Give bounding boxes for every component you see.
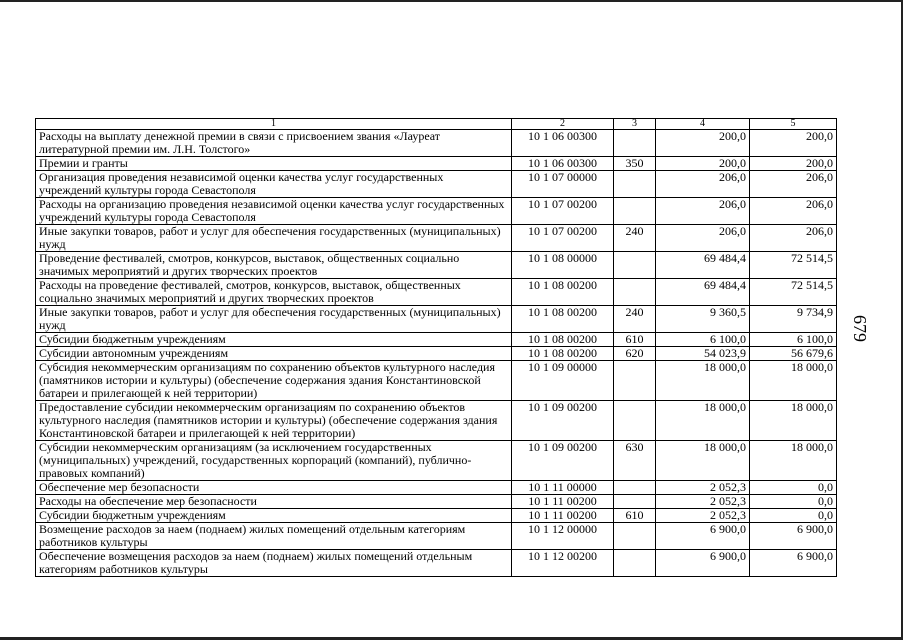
table-row [36, 481, 837, 495]
header-col-3: 3 [614, 119, 656, 130]
row-code: 10 1 06 00300 [512, 157, 614, 171]
row-type [614, 130, 656, 157]
table-row [36, 347, 837, 361]
row-value-col4: 206,0 [656, 171, 750, 198]
row-code: 10 1 11 00000 [512, 481, 614, 495]
header-col-4: 4 [656, 119, 750, 130]
row-type [614, 495, 656, 509]
row-value-col5: 6 100,0 [750, 333, 837, 347]
table-row [36, 171, 837, 198]
row-name: Обеспечение мер безопасности [36, 481, 512, 495]
table-row [36, 306, 837, 333]
row-value-col4: 9 360,5 [656, 306, 750, 333]
row-value-col4: 206,0 [656, 225, 750, 252]
row-type: 630 [614, 441, 656, 481]
row-type: 240 [614, 306, 656, 333]
row-type [614, 523, 656, 550]
row-type: 240 [614, 225, 656, 252]
table-row [36, 523, 837, 550]
row-type [614, 550, 656, 577]
header-row [36, 119, 837, 130]
row-value-col4: 2 052,3 [656, 509, 750, 523]
table-row [36, 157, 837, 171]
table-row [36, 252, 837, 279]
row-value-col4: 206,0 [656, 198, 750, 225]
row-type: 350 [614, 157, 656, 171]
table-row [36, 225, 837, 252]
row-value-col4: 6 900,0 [656, 550, 750, 577]
row-name: Субсидии бюджетным учреждениям [36, 333, 512, 347]
row-value-col5: 18 000,0 [750, 361, 837, 401]
row-code: 10 1 07 00200 [512, 225, 614, 252]
row-value-col4: 200,0 [656, 157, 750, 171]
row-code: 10 1 09 00200 [512, 441, 614, 481]
row-code: 10 1 08 00200 [512, 347, 614, 361]
row-code: 10 1 06 00300 [512, 130, 614, 157]
row-value-col4: 18 000,0 [656, 441, 750, 481]
row-name: Обеспечение возмещения расходов за наем (поднаем) жилых помещений отдельным категориям работников культуры [36, 550, 512, 577]
row-value-col5: 200,0 [750, 157, 837, 171]
header-col-1: 1 [36, 119, 512, 130]
row-name: Расходы на выплату денежной премии в связи с присвоением звания «Лауреат литературной премии им. Л.Н. Толстого» [36, 130, 512, 157]
row-value-col4: 2 052,3 [656, 481, 750, 495]
row-value-col5: 0,0 [750, 509, 837, 523]
row-name: Организация проведения независимой оценки качества услуг государственных учреждений культуры города Севастополя [36, 171, 512, 198]
header-col-5: 5 [750, 119, 837, 130]
table-row [36, 279, 837, 306]
header-col-2: 2 [512, 119, 614, 130]
row-type: 610 [614, 509, 656, 523]
row-code: 10 1 08 00200 [512, 279, 614, 306]
row-type: 620 [614, 347, 656, 361]
row-code: 10 1 08 00000 [512, 252, 614, 279]
page-number: 679 [850, 315, 870, 342]
table-row [36, 130, 837, 157]
row-value-col5: 0,0 [750, 495, 837, 509]
row-value-col4: 18 000,0 [656, 401, 750, 441]
row-value-col5: 6 900,0 [750, 523, 837, 550]
row-value-col5: 0,0 [750, 481, 837, 495]
row-type [614, 171, 656, 198]
row-code: 10 1 11 00200 [512, 495, 614, 509]
row-type [614, 252, 656, 279]
row-name: Субсидии некоммерческим организациям (за исключением государственных (муниципальных) учреждений, государственных корпораций (компаний), публично-правовых компаний) [36, 441, 512, 481]
row-name: Проведение фестивалей, смотров, конкурсов, выставок, общественных социально значимых мероприятий и других творческих проектов [36, 252, 512, 279]
row-code: 10 1 11 00200 [512, 509, 614, 523]
table-body [36, 130, 837, 577]
row-value-col4: 6 100,0 [656, 333, 750, 347]
row-name: Субсидия некоммерческим организациям по сохранению объектов культурного наследия (памятников истории и культуры) (обеспечение содержания здания Константиновской батареи и прилегающей к ней территории) [36, 361, 512, 401]
row-name: Предоставление субсидии некоммерческим организациям по сохранению объектов культурного наследия (памятников истории и культуры) (обеспечение содержания здания Константиновской батареи и прилегающей к ней территории) [36, 401, 512, 441]
row-type: 610 [614, 333, 656, 347]
row-code: 10 1 07 00000 [512, 171, 614, 198]
row-name: Расходы на организацию проведения независимой оценки качества услуг государственных учреждений культуры города Севастополя [36, 198, 512, 225]
table-row [36, 509, 837, 523]
row-name: Иные закупки товаров, работ и услуг для обеспечения государственных (муниципальных) нужд [36, 306, 512, 333]
row-value-col5: 206,0 [750, 198, 837, 225]
row-value-col4: 69 484,4 [656, 252, 750, 279]
row-code: 10 1 08 00200 [512, 306, 614, 333]
row-value-col5: 56 679,6 [750, 347, 837, 361]
row-code: 10 1 12 00000 [512, 523, 614, 550]
row-code: 10 1 07 00200 [512, 198, 614, 225]
row-type [614, 401, 656, 441]
row-type [614, 481, 656, 495]
row-value-col4: 18 000,0 [656, 361, 750, 401]
row-name: Субсидии бюджетным учреждениям [36, 509, 512, 523]
row-value-col5: 18 000,0 [750, 441, 837, 481]
row-name: Возмещение расходов за наем (поднаем) жилых помещений отдельным категориям работников культуры [36, 523, 512, 550]
row-value-col5: 206,0 [750, 225, 837, 252]
scan-edge-top [0, 0, 903, 2]
row-value-col5: 206,0 [750, 171, 837, 198]
row-name: Субсидии автономным учреждениям [36, 347, 512, 361]
row-value-col5: 9 734,9 [750, 306, 837, 333]
row-name: Расходы на обеспечение мер безопасности [36, 495, 512, 509]
table-row [36, 550, 837, 577]
table-row [36, 401, 837, 441]
row-value-col5: 72 514,5 [750, 252, 837, 279]
row-value-col4: 2 052,3 [656, 495, 750, 509]
row-value-col4: 69 484,4 [656, 279, 750, 306]
row-code: 10 1 08 00200 [512, 333, 614, 347]
budget-table [35, 118, 837, 577]
row-name: Расходы на проведение фестивалей, смотров, конкурсов, выставок, общественных социально значимых мероприятий и других творческих проектов [36, 279, 512, 306]
row-code: 10 1 12 00200 [512, 550, 614, 577]
row-type [614, 198, 656, 225]
row-value-col5: 200,0 [750, 130, 837, 157]
row-value-col4: 54 023,9 [656, 347, 750, 361]
row-name: Премии и гранты [36, 157, 512, 171]
table-row [36, 361, 837, 401]
row-value-col4: 6 900,0 [656, 523, 750, 550]
row-code: 10 1 09 00200 [512, 401, 614, 441]
row-name: Иные закупки товаров, работ и услуг для обеспечения государственных (муниципальных) нужд [36, 225, 512, 252]
row-type [614, 361, 656, 401]
table-row [36, 198, 837, 225]
row-value-col4: 200,0 [656, 130, 750, 157]
row-value-col5: 6 900,0 [750, 550, 837, 577]
row-value-col5: 72 514,5 [750, 279, 837, 306]
table-row [36, 441, 837, 481]
row-type [614, 279, 656, 306]
row-value-col5: 18 000,0 [750, 401, 837, 441]
table-row [36, 495, 837, 509]
row-code: 10 1 09 00000 [512, 361, 614, 401]
table-row [36, 333, 837, 347]
table-header [36, 119, 837, 130]
